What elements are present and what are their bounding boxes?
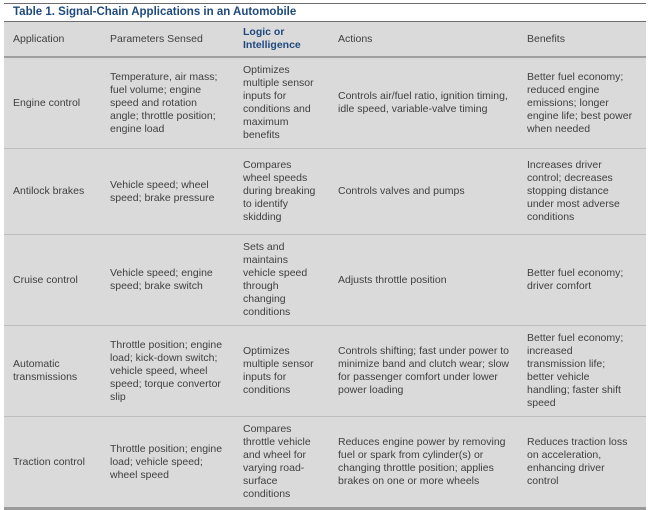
- cell-logic-or-intelligence: Compares wheel speeds during breaking to identify skidding: [237, 149, 332, 235]
- cell-parameters-sensed: Vehicle speed; engine speed; brake switch: [104, 235, 237, 326]
- table-header: [4, 22, 646, 57]
- cell-actions: Controls shifting; fast under power to minimize band and clutch wear; slow for passenger comfort under lower power loading: [332, 326, 521, 417]
- cell-benefits: Better fuel economy; increased transmission life; better vehicle handling; faster shift speed: [521, 326, 646, 417]
- cell-application: Cruise control: [4, 235, 104, 326]
- cell-logic-or-intelligence: Optimizes multiple sensor inputs for conditions and maximum benefits: [237, 57, 332, 149]
- cell-benefits: Reduces traction loss on acceleration, enhancing driver control: [521, 417, 646, 509]
- cell-parameters-sensed: Throttle position; engine load; kick-down switch; vehicle speed, wheel speed; torque convertor slip: [104, 326, 237, 417]
- column-header-application: Application: [4, 22, 104, 57]
- cell-application: Engine control: [4, 57, 104, 149]
- table-row: [4, 235, 646, 326]
- cell-actions: Adjusts throttle position: [332, 235, 521, 326]
- cell-benefits: Increases driver control; decreases stopping distance under most adverse conditions: [521, 149, 646, 235]
- table-row: [4, 57, 646, 149]
- cell-actions: Controls valves and pumps: [332, 149, 521, 235]
- cell-parameters-sensed: Temperature, air mass; fuel volume; engine speed and rotation angle; throttle position; engine load: [104, 57, 237, 149]
- cell-logic-or-intelligence: Compares throttle vehicle and wheel for varying road-surface conditions: [237, 417, 332, 509]
- cell-actions: Controls air/fuel ratio, ignition timing, idle speed, variable-valve timing: [332, 57, 521, 149]
- cell-benefits: Better fuel economy; driver comfort: [521, 235, 646, 326]
- cell-logic-or-intelligence: Optimizes multiple sensor inputs for conditions: [237, 326, 332, 417]
- column-header-benefits: Benefits: [521, 22, 646, 57]
- datasheet-table: [4, 3, 646, 510]
- cell-benefits: Better fuel economy; reduced engine emissions; longer engine life; best power when needed: [521, 57, 646, 149]
- table-body: [4, 57, 646, 509]
- table-title: Table 1. Signal-Chain Applications in an Automobile: [4, 3, 646, 22]
- table-row: [4, 417, 646, 509]
- column-header-actions: Actions: [332, 22, 521, 57]
- signal-chain-table: [4, 22, 646, 510]
- table-row: [4, 149, 646, 235]
- table-row: [4, 326, 646, 417]
- cell-actions: Reduces engine power by removing fuel or spark from cylinder(s) or changing throttle position; applies brakes on one or more wheels: [332, 417, 521, 509]
- cell-parameters-sensed: Throttle position; engine load; vehicle speed; wheel speed: [104, 417, 237, 509]
- cell-application: Automatic transmissions: [4, 326, 104, 417]
- cell-application: Antilock brakes: [4, 149, 104, 235]
- column-header-logic: Logic or Intelligence: [237, 22, 332, 57]
- cell-parameters-sensed: Vehicle speed; wheel speed; brake pressure: [104, 149, 237, 235]
- column-header-parameters: Parameters Sensed: [104, 22, 237, 57]
- cell-application: Traction control: [4, 417, 104, 509]
- cell-logic-or-intelligence: Sets and maintains vehicle speed through changing conditions: [237, 235, 332, 326]
- header-row: [4, 22, 646, 57]
